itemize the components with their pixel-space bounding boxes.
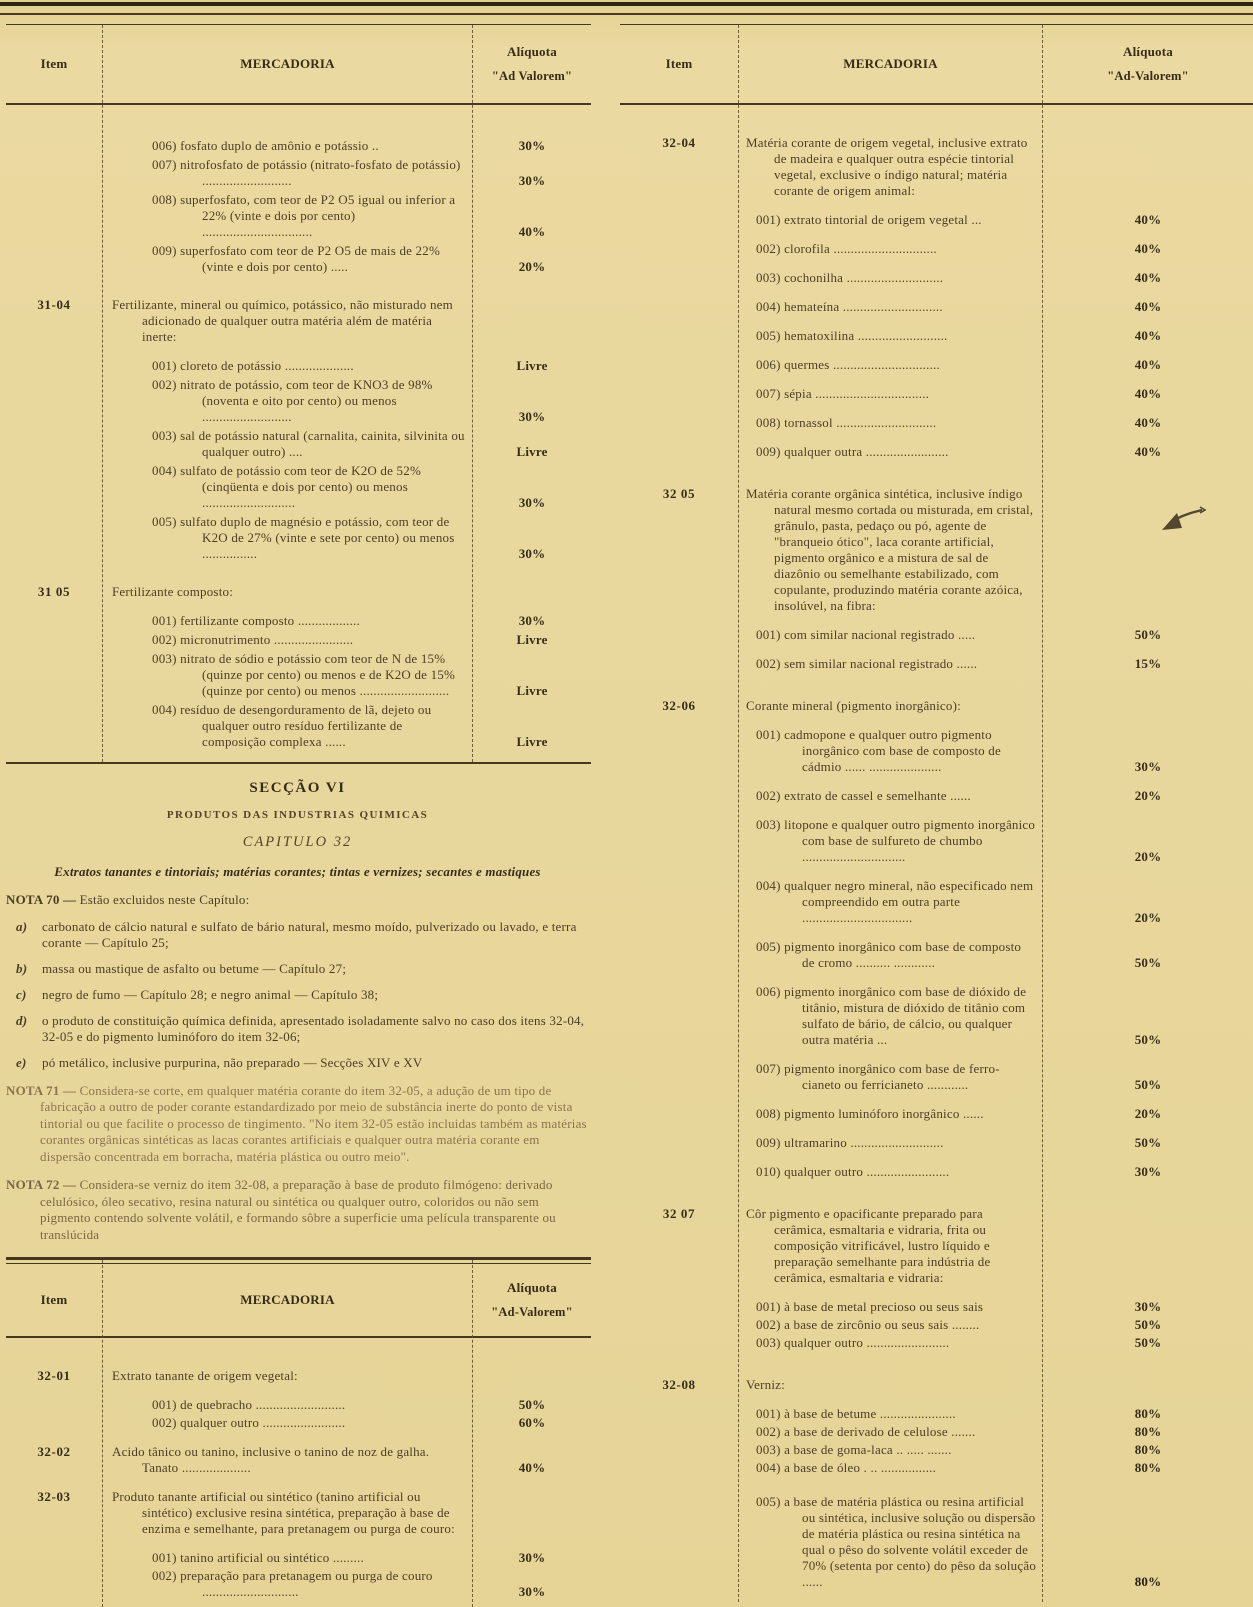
chapter-intro	[6, 764, 591, 1243]
rate-value: 40%	[1134, 328, 1162, 343]
rate-value: 30%	[1134, 1164, 1162, 1179]
item-code: 32-06	[662, 698, 696, 713]
rate-value: 80%	[1134, 1442, 1162, 1457]
rate-value: 30%	[518, 173, 546, 188]
subitem-text: 008) tornassol .............................	[756, 415, 937, 430]
group-desc	[738, 1206, 1253, 1286]
rate-value: 40%	[1134, 270, 1162, 285]
nota-70	[6, 892, 589, 909]
item-code: 31-04	[37, 297, 71, 312]
tariff-subitem	[102, 632, 591, 648]
rate-value: 40%	[1134, 299, 1162, 314]
group-main	[102, 1444, 591, 1476]
nota-72-label: NOTA 72 —	[6, 1177, 77, 1192]
rate-value: Livre	[516, 358, 548, 373]
header-aliquota-line2: "Ad-Valorem"	[1107, 69, 1189, 83]
item-code: 32-03	[37, 1489, 71, 1504]
tariff-subitem	[102, 613, 591, 629]
rate-value: 40%	[518, 1460, 546, 1475]
tariff-group	[620, 1377, 1253, 1590]
subitem-list	[738, 212, 1253, 460]
tariff-subitem	[738, 1424, 1253, 1440]
subitem-text: 005) hematoxilina ..........................	[756, 328, 948, 343]
tariff-subitem	[102, 1397, 591, 1413]
chapter-description: Extratos tanantes e tintoriais; matérias corantes; tintas e vernizes; secantes e mastiques	[54, 864, 541, 879]
rate-value: 50%	[1134, 1032, 1162, 1047]
table-body	[620, 105, 1253, 1602]
subitem-text: 002) a base de zircônio ou seus sais ........	[756, 1317, 980, 1332]
tariff-group	[620, 698, 1253, 1180]
subitem-text: 008) superfosfato, com teor de P2 O5 igual ou inferior a 22% (vinte e dois por cento) ................................	[152, 192, 456, 239]
tariff-subitem	[738, 415, 1253, 431]
group-desc	[102, 297, 591, 345]
group-main	[102, 584, 591, 750]
rate-value: 50%	[1134, 1135, 1162, 1150]
tariff-subitem	[102, 157, 591, 189]
nota-72-text: Considera-se verniz do item 32-08, a preparação à base de produto filmógeno: derivado celulósico, óleo secativo, resina natural ou sintética ou qualquer outro, coloridos ou não sem pigmento contendo solvente volátil, e formando sôbre a superficie uma película transparente ou translúcida	[40, 1177, 556, 1242]
rate-value: 30%	[1134, 759, 1162, 774]
tariff-subitem	[738, 270, 1253, 286]
left-table-fertilizantes	[6, 24, 591, 764]
item-code: 31 05	[37, 584, 71, 599]
header-aliquota-line2: "Ad-Valorem"	[491, 1305, 573, 1319]
subitem-list	[102, 1550, 591, 1600]
rate-value: Livre	[516, 734, 548, 749]
subitem-text: 001) com similar nacional registrado .....	[756, 627, 976, 642]
rate-value: 50%	[1134, 627, 1162, 642]
rate-value: 20%	[518, 259, 546, 274]
subitem-text: 008) pigmento luminóforo inorgânico ......	[756, 1106, 984, 1121]
tariff-subitem	[738, 299, 1253, 315]
group-main	[738, 698, 1253, 1180]
tariff-subitem	[738, 878, 1253, 926]
item-code	[6, 135, 102, 275]
tariff-group	[6, 297, 591, 562]
tariff-subitem	[738, 788, 1253, 804]
nota-70-list-item	[6, 1013, 589, 1045]
tariff-subitem	[738, 357, 1253, 373]
rate-value: 20%	[1134, 849, 1162, 864]
section-subtitle: PRODUTOS DAS INDUSTRIAS QUIMICAS	[166, 809, 429, 821]
item-code: 32-08	[662, 1377, 696, 1392]
rate-value: 30%	[518, 1584, 546, 1599]
tariff-subitem	[738, 386, 1253, 402]
rate-value: Livre	[516, 632, 548, 647]
header-mercadoria: MERCADORIA	[240, 56, 335, 71]
tariff-group	[6, 584, 591, 750]
tariff-group	[620, 135, 1253, 460]
table-body	[6, 105, 591, 762]
tariff-subitem	[738, 1164, 1253, 1180]
rate-value: 30%	[518, 409, 546, 424]
nota-item-text: massa ou mastique de asfalto ou betume — Capítulo 27;	[42, 960, 347, 976]
subitem-text: 002) extrato de cassel e semelhante ......	[756, 788, 971, 803]
subitem-text: 004) a base de óleo . .. ................	[756, 1460, 937, 1475]
subitem-text: 004) sulfato de potássio com teor de K2O de 52% (cinqüenta e dois por cento) ou menos ...........................	[152, 463, 421, 510]
subitem-text: 006) pigmento inorgânico com base de dióxido de titânio, mistura de dióxido de titânio com sulfato de bário, de cálcio, ou qualquer outra matéria ...	[756, 984, 1027, 1047]
subitem-text: 003) litopone e qualquer outro pigmento inorgânico com base de sulfureto de chumbo ..............................	[756, 817, 1036, 864]
group-desc	[102, 584, 591, 600]
column-divider-line	[738, 25, 739, 1602]
nota-70-text: Estão excluidos neste Capítulo:	[79, 892, 250, 907]
tariff-subitem	[738, 1442, 1253, 1458]
nota-item-letter: d)	[16, 1012, 28, 1028]
nota-71	[6, 1083, 589, 1166]
tariff-subitem	[738, 444, 1253, 460]
section-title: SECÇÃO VI	[249, 780, 346, 796]
nota-item-letter: e)	[16, 1054, 27, 1070]
subitem-text: 007) sépia .................................	[756, 386, 930, 401]
subitem-list	[738, 1406, 1253, 1590]
tariff-subitem	[102, 514, 591, 562]
header-aliquota-line2: "Ad Valorem"	[491, 69, 573, 83]
rate-value: 20%	[1134, 1106, 1162, 1121]
item-code: 32 07	[662, 1206, 696, 1221]
nota-70-items	[6, 919, 589, 1071]
rate-value: 80%	[1134, 1406, 1162, 1421]
subitem-text: 001) cloreto de potássio ....................	[152, 358, 354, 373]
subitem-text: 003) qualquer outro ........................	[756, 1335, 950, 1350]
header-mercadoria: MERCADORIA	[240, 1292, 335, 1307]
group-main	[102, 135, 591, 275]
subitem-text: 010) qualquer outro ........................	[756, 1164, 950, 1179]
subitem-text: 002) qualquer outro ........................	[152, 1415, 346, 1430]
tariff-subitem	[102, 428, 591, 460]
group-desc-text: Côr pigmento e opacificante preparado para cerâmica, esmaltaria e vidraria, frita ou composição vitrificável, lustro líquido e preparação semelhante para indústria de cerâmica, esmaltaria e vidraria:	[746, 1206, 991, 1285]
nota-70-list-item	[6, 1055, 589, 1071]
left-column	[6, 24, 591, 1607]
rate-value: 80%	[1134, 1574, 1162, 1589]
left-table-tanantes	[6, 1257, 591, 1607]
rate-value: Livre	[516, 683, 548, 698]
tariff-subitem	[738, 1061, 1253, 1093]
subitem-text: 004) qualquer negro mineral, não especificado nem compreendido em outra parte ................................	[756, 878, 1034, 925]
rate-value: 30%	[1134, 1299, 1162, 1314]
header-aliquota	[473, 25, 591, 103]
tariff-subitem	[102, 651, 591, 699]
subitem-text: 001) fertilizante composto ..................	[152, 613, 360, 628]
subitem-text: 002) clorofila ..............................	[756, 241, 937, 256]
tariff-subitem	[738, 984, 1253, 1048]
tariff-group	[620, 1206, 1253, 1351]
column-divider-line	[102, 25, 103, 762]
column-divider-line	[102, 1260, 103, 1607]
rate-value: 40%	[1134, 444, 1162, 459]
nota-item-letter: a)	[16, 918, 28, 934]
header-aliquota-line1: Alíquota	[506, 1280, 557, 1295]
rate-value: 20%	[1134, 910, 1162, 925]
tariff-subitem	[102, 192, 591, 240]
subitem-text: 007) nitrofosfato de potássio (nitrato-fosfato de potássio) ..........................	[152, 157, 461, 188]
subitem-text: 006) quermes ...............................	[756, 357, 940, 372]
header-aliquota	[473, 1264, 591, 1336]
tariff-subitem	[102, 1415, 591, 1431]
subitem-text: 001) de quebracho ..........................	[152, 1397, 346, 1412]
tariff-subitem	[738, 1406, 1253, 1422]
subitem-text: 004) resíduo de desengorduramento de lã, dejeto ou qualquer outro resíduo fertilizante de composição complexa ......	[152, 702, 432, 749]
group-main	[738, 1206, 1253, 1351]
group-desc-text: Matéria corante orgânica sintética, inclusive índigo natural mesmo cortada ou misturada, em cristal, grânulo, pasta, pedaço ou pó, agente de "branqueio ótico", laca corante artificial, pigmento orgânico e a mistura de sal de diazônio ou semelhante estabilizado, com copulante, produzindo matéria corante azóica, insolúvel, na fibra:	[746, 486, 1034, 613]
tariff-group	[6, 1489, 591, 1600]
subitem-list	[102, 1397, 591, 1431]
item-code: 32 05	[662, 486, 696, 501]
rate-value: 80%	[1134, 1424, 1162, 1439]
rate-value: 30%	[518, 613, 546, 628]
rate-value: 40%	[1134, 212, 1162, 227]
table-header	[620, 25, 1253, 105]
nota-item-letter: c)	[16, 986, 27, 1002]
group-desc	[738, 698, 1253, 714]
nota-70-list-item	[6, 919, 589, 951]
rate-value: 50%	[1134, 1335, 1162, 1350]
subitem-text: 003) sal de potássio natural (carnalita, cainita, silvinita ou qualquer outro) ....	[152, 428, 465, 459]
nota-item-text: carbonato de cálcio natural e sulfato de bário natural, mesmo moído, pulverizado ou lavado, e terra corante — Capítulo 25;	[42, 918, 577, 950]
subitem-text: 005) sulfato duplo de magnésio e potássio, com teor de K2O de 27% (vinte e sete por cento) ou menos ................	[152, 514, 455, 561]
group-main	[102, 297, 591, 562]
column-divider-line	[1042, 25, 1043, 1602]
tariff-subitem	[102, 138, 591, 154]
right-table-corantes	[620, 24, 1253, 1602]
tariff-subitem	[738, 1106, 1253, 1122]
group-desc-text: Fertilizante, mineral ou químico, potássico, não misturado nem adicionado de qualquer outra matéria além de matéria inerte:	[112, 297, 453, 344]
group-desc-text: Extrato tanante de origem vegetal:	[112, 1368, 298, 1383]
subitem-text: 006) fosfato duplo de amônio e potássio ..	[152, 138, 379, 153]
nota-71-text: Considera-se corte, em qualquer matéria corante do item 32-05, a adução de um tipo de fabricação a outro de poder corante estandardizado por meio de substância inerte do ponto de vista tintorial ou que facilite o processo de tingimento. "No item 32-05 estão incluidas também as matérias corantes orgânicas sintéticas as lacas corantes artificiais e qualquer outra matéria corante em dispersão concentrada em borracha, matéria plástica ou outro meio".	[40, 1082, 587, 1164]
group-desc-text: Verniz:	[746, 1377, 785, 1392]
page-top-rule	[0, 2, 1253, 15]
tariff-subitem	[738, 241, 1253, 257]
header-item: Item	[665, 56, 693, 71]
tariff-subitem	[738, 627, 1253, 643]
tariff-subitem	[738, 1335, 1253, 1351]
group-desc-text: Corante mineral (pigmento inorgânico):	[746, 698, 961, 713]
tariff-subitem	[738, 328, 1253, 344]
rate-value: 50%	[1134, 955, 1162, 970]
subitem-text: 001) extrato tintorial de origem vegetal ...	[756, 212, 982, 227]
tariff-subitem	[102, 1568, 591, 1600]
subitem-text: 009) ultramarino ...........................	[756, 1135, 944, 1150]
item-code: 32-04	[662, 135, 696, 150]
subitem-text: 009) qualquer outra ........................	[756, 444, 949, 459]
subitem-text: 005) a base de matéria plástica ou resina artificial ou sintética, inclusive solução ou dispersão de matéria plástica ou resina sintética na qual o pêso do solvente volátil exceder de 70% (setenta por cento) do pêso da solução ......	[756, 1494, 1037, 1589]
subitem-text: 002) nitrato de potássio, com teor de KNO3 de 98% (noventa e oito por cento) ou menos ..........................	[152, 377, 433, 424]
tariff-subitem	[102, 358, 591, 374]
subitem-list	[102, 613, 591, 750]
subitem-list	[102, 358, 591, 562]
tariff-subitem	[738, 1135, 1253, 1151]
manicule-pen-mark-icon	[1156, 500, 1206, 538]
table-body	[6, 1338, 591, 1607]
subitem-text: 003) cochonilha ............................	[756, 270, 944, 285]
tariff-subitem	[102, 463, 591, 511]
subitem-text: 002) preparação para pretanagem ou purga de couro ............................	[152, 1568, 433, 1599]
subitem-text: 001) cadmopone e qualquer outro pigmento inorgânico com base de composto de cádmio ...... .....................	[756, 727, 1001, 774]
rate-value: 40%	[1134, 415, 1162, 430]
header-aliquota-line1: Alíquota	[1122, 44, 1173, 59]
group-main	[102, 1489, 591, 1600]
rate-value: 40%	[1134, 357, 1162, 372]
nota-70-label: NOTA 70 —	[6, 892, 77, 907]
header-item: Item	[40, 1292, 68, 1307]
rate-value: 30%	[518, 1550, 546, 1565]
tariff-subitem	[102, 243, 591, 275]
rate-value: Livre	[516, 444, 548, 459]
subitem-text: 001) à base de betume ......................	[756, 1406, 956, 1421]
subitem-list	[102, 138, 591, 275]
subitem-text: 001) tanino artificial ou sintético .........	[152, 1550, 364, 1565]
tariff-subitem	[102, 1550, 591, 1566]
tariff-subitem	[738, 1494, 1253, 1590]
group-desc	[102, 1444, 591, 1476]
subitem-list	[738, 727, 1253, 1180]
table-header	[6, 25, 591, 105]
subitem-text: 002) sem similar nacional registrado ......	[756, 656, 978, 671]
group-main	[102, 1368, 591, 1431]
tariff-subitem	[738, 212, 1253, 228]
subitem-list	[738, 627, 1253, 672]
header-aliquota-line1: Alíquota	[506, 44, 557, 59]
tariff-subitem	[738, 817, 1253, 865]
tariff-group	[6, 1368, 591, 1431]
group-desc	[102, 1368, 591, 1384]
group-desc	[738, 1377, 1253, 1393]
tariff-subitem	[738, 1299, 1253, 1315]
rate-value: 40%	[1134, 386, 1162, 401]
group-desc	[102, 1489, 591, 1537]
nota-70-list-item	[6, 987, 589, 1003]
rate-value: 60%	[518, 1415, 546, 1430]
group-desc	[738, 135, 1253, 199]
group-main	[738, 135, 1253, 460]
subitem-text: 003) nitrato de sódio e potássio com teor de N de 15% (quinze por cento) ou menos e de K2O de 15% (quinze por cento) ou menos ..........................	[152, 651, 455, 698]
header-mercadoria: MERCADORIA	[843, 56, 938, 71]
nota-70-list-item	[6, 961, 589, 977]
group-main	[738, 1377, 1253, 1590]
item-code: 32-02	[37, 1444, 71, 1459]
tariff-group	[6, 1444, 591, 1476]
subitem-list	[738, 1299, 1253, 1351]
nota-item-text: o produto de constituição química definida, apresentado isoladamente salvo no caso dos itens 32-04, 32-05 e do pigmento luminóforo do item 32-06;	[42, 1012, 585, 1044]
rate-value: 40%	[518, 224, 546, 239]
nota-72	[6, 1177, 589, 1243]
rate-value: 40%	[1134, 241, 1162, 256]
group-desc-text: Matéria corante de origem vegetal, inclusive extrato de madeira e qualquer outra espécie tintorial vegetal, exclusive o índigo natural; matéria corante de origem animal:	[746, 135, 1028, 198]
column-divider-line	[472, 25, 473, 762]
item-code: 32-01	[37, 1368, 71, 1383]
rate-value: 50%	[518, 1397, 546, 1412]
rate-value: 30%	[518, 546, 546, 561]
rate-value: 50%	[1134, 1077, 1162, 1092]
rate-value: 80%	[1134, 1460, 1162, 1475]
subitem-text: 001) à base de metal precioso ou seus sais	[756, 1299, 984, 1314]
subitem-text: 007) pigmento inorgânico com base de ferro-cianeto ou ferricianeto ............	[756, 1061, 1000, 1092]
rate-value: 30%	[518, 138, 546, 153]
rate-value: 20%	[1134, 788, 1162, 803]
group-desc-text: Fertilizante composto:	[112, 584, 234, 599]
tariff-subitem	[738, 656, 1253, 672]
subitem-text: 004) hemateína .............................	[756, 299, 943, 314]
group-desc-text: Acido tânico ou tanino, inclusive o tanino de noz de galha. Tanato ....................	[112, 1444, 430, 1475]
tariff-group	[6, 135, 591, 275]
nota-item-text: pó metálico, inclusive purpurina, não preparado — Secções XIV e XV	[42, 1054, 423, 1070]
tariff-subitem	[738, 727, 1253, 775]
header-item: Item	[40, 56, 68, 71]
table-header	[6, 1263, 591, 1338]
tariff-subitem	[738, 939, 1253, 971]
chapter-number: CAPITULO 32	[242, 834, 353, 850]
tariff-subitem	[738, 1317, 1253, 1333]
header-aliquota	[1043, 25, 1253, 103]
subitem-text: 005) pigmento inorgânico com base de composto de cromo .......... ............	[756, 939, 1022, 970]
nota-item-text: negro de fumo — Capítulo 28; e negro animal — Capítulo 38;	[42, 986, 379, 1002]
rate-value: 50%	[1134, 1317, 1162, 1332]
rate-value: 15%	[1134, 656, 1162, 671]
tariff-subitem	[738, 1460, 1253, 1476]
subitem-text: 003) a base de goma-laca .. ..... .......	[756, 1442, 952, 1457]
subitem-text: 002) micronutrimento .......................	[152, 632, 354, 647]
tariff-subitem	[102, 377, 591, 425]
subitem-text: 002) a base de derivado de celulose .......	[756, 1424, 976, 1439]
subitem-text: 009) superfosfato com teor de P2 O5 de mais de 22% (vinte e dois por cento) .....	[152, 243, 440, 274]
tariff-subitem	[102, 702, 591, 750]
column-divider-line	[472, 1260, 473, 1607]
group-desc-text: Produto tanante artificial ou sintético (tanino artificial ou sintético) exclusive resina sintética, preparação à base de enzima e semelhante, para pretanagem ou purga de couro:	[112, 1489, 455, 1536]
right-column	[620, 24, 1253, 1602]
nota-item-letter: b)	[16, 960, 28, 976]
rate-value: 30%	[518, 495, 546, 510]
nota-71-label: NOTA 71 —	[6, 1082, 77, 1098]
